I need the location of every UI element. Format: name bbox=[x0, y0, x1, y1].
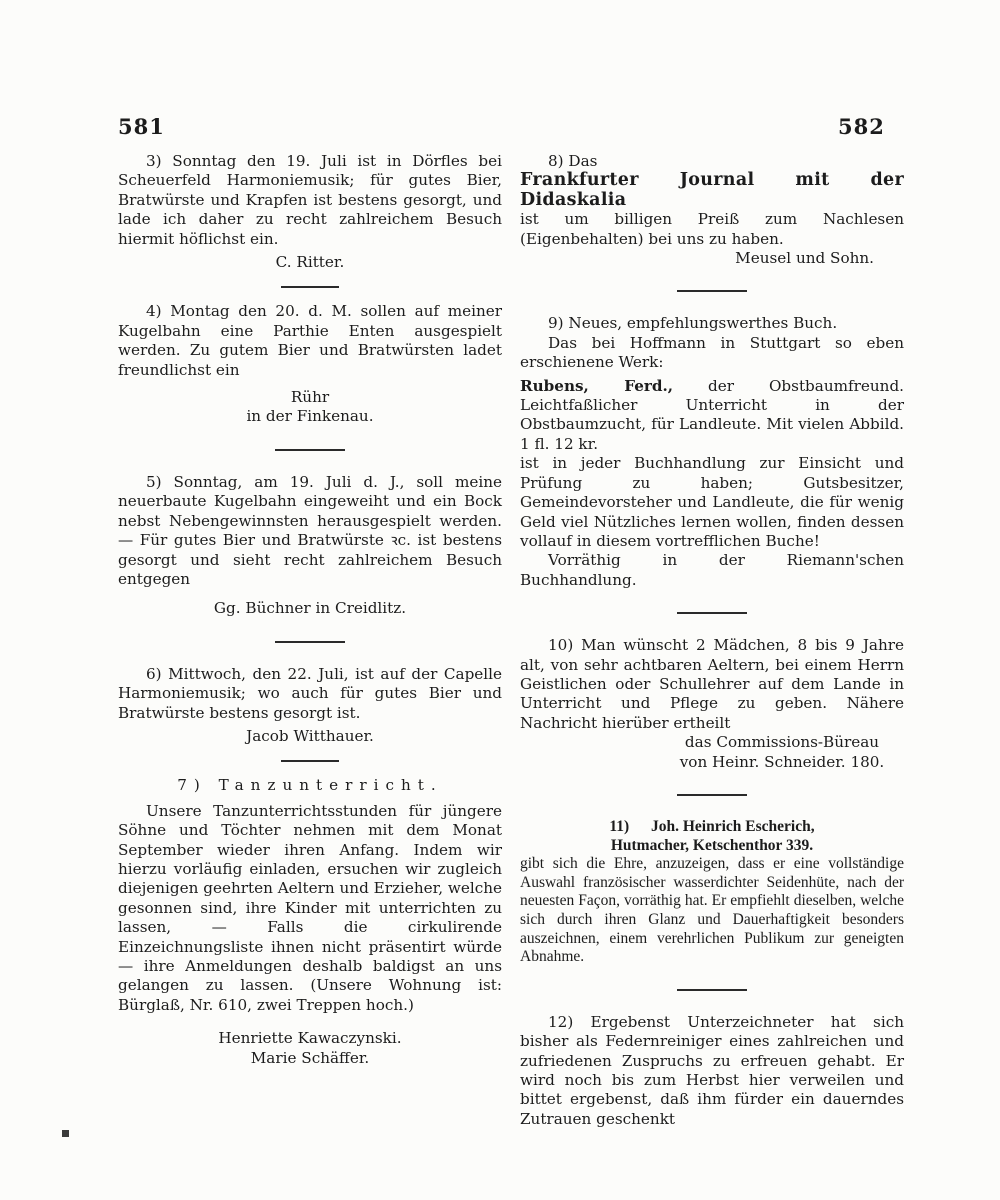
ad-8-signature: Meusel und Sohn. bbox=[735, 249, 874, 268]
right-column bbox=[520, 152, 904, 1129]
ad-7-signature-2: Marie Schäffer. bbox=[250, 1048, 370, 1067]
ad-8-title: Frankfurter Journal mit der Didaskalia bbox=[520, 170, 904, 210]
ad-11-text: gibt sich die Ehre, anzuzeigen, dass er eine vollständige Auswahl französischer wasserdichter Seidenhüte, nach der neuesten Façon, vorräthig hat. Er empfiehlt dieselben, welche sich durch ihren Glanz und Dauerhaftigkeit besonders auszeichnen, einem verehrlichen Publikum zur geneigten Abnahme. bbox=[520, 855, 904, 966]
ad-5-signature: Gg. Büchner in Creidlitz. bbox=[213, 599, 407, 618]
ad-5-text: 5) Sonntag, am 19. Juli d. J., soll meine neuerbaute Kugelbahn eingeweiht und ein Bock nebst Nebengewinnsten herausgespielt werden. — Für gutes Bier und Bratwürste ꝛc. ist bestens gesorgt und sieht recht zahlreichem Besuch entgegen bbox=[118, 472, 502, 588]
ad-11-name: Joh. Heinrich Escherich, bbox=[650, 817, 815, 835]
ad-9-closing: Vorräthig in der Riemann'schen Buchhandlung. bbox=[520, 551, 904, 589]
advertisement-8 bbox=[520, 152, 904, 268]
page-mark bbox=[62, 1130, 69, 1137]
ad-9-heading: 9) Neues, empfehlungswerthes Buch. bbox=[548, 314, 838, 333]
ad-12-text: 12) Ergebenst Unterzeichneter hat sich bisher als Federnreiniger eines zahlreichen und zufriedenen Zuspruchs zu erfreuen gehabt. Er wird noch bis zum Herbst hier verweilen und bittet ergebenst, daß ihm fürder ein dauerndes Zutrauen geschenkt bbox=[520, 1012, 904, 1128]
separator-rule bbox=[281, 760, 339, 762]
ad-4-text: 4) Montag den 20. d. M. sollen auf meiner Kugelbahn eine Parthie Enten ausgespielt werden. Zu gutem Bier und Bratwürsten ladet freundlichst ein bbox=[118, 302, 502, 379]
separator-rule bbox=[281, 286, 339, 288]
ad-9-text: ist in jeder Buchhandlung zur Einsicht und Prüfung zu haben; Gutsbesitzer, Gemeindevorsteher und Landleute, die für wenig Geld viel Nützliches lernen wollen, finden dessen vollauf in diesem vortrefflichen Buche! bbox=[520, 454, 904, 550]
advertisement-3 bbox=[118, 152, 502, 272]
advertisement-9 bbox=[520, 314, 904, 590]
ad-8-text: ist um billigen Preiß zum Nachlesen (Eigenbehalten) bei uns zu haben. bbox=[520, 210, 904, 248]
ad-10-text: 10) Man wünscht 2 Mädchen, 8 bis 9 Jahre alt, von sehr achtbaren Aeltern, bei einem Herrn Geistlichen oder Schullehrer auf dem Lande in Unterricht und Pflege zu geben. Nähere Nachricht hierüber ertheilt bbox=[520, 636, 904, 732]
advertisement-11 bbox=[520, 818, 904, 967]
page-number-right: 582 bbox=[838, 114, 885, 139]
advertisement-10 bbox=[520, 636, 904, 772]
ad-7-text: Unsere Tanzunterrichtsstunden für jüngere Söhne und Töchter nehmen mit dem Monat September wieder ihren Anfang. Indem wir hierzu vorläufig einladen, ersuchen wir zugleich diejenigen geehrten Aeltern und Erzieher, welche gesonnen sind, ihre Kinder mit unterrichten zu lassen, — Falls die cirkulirende Einzeichnungsliste ihnen nicht präsentirt würde — ihre Anmeldungen deshalb baldigst an uns gelangen zu lassen. (Unsere Wohnung ist: Bürglaß, Nr. 610, zwei Treppen hoch.) bbox=[118, 801, 502, 1014]
ad-4-signature-place: in der Finkenau. bbox=[246, 407, 374, 426]
ad-9-book-description: der Obstbaumfreund. Leichtfaßlicher Unterricht in der Obstbaumzucht, für Landleute. Mit vielen Abbild. 1 fl. 12 kr. bbox=[520, 376, 904, 453]
advertisement-7 bbox=[118, 776, 502, 1068]
left-column bbox=[118, 152, 502, 1068]
ad-9-book bbox=[520, 377, 904, 455]
separator-rule bbox=[677, 794, 747, 796]
ad-10-signature-1: das Commissions-Büreau bbox=[684, 733, 880, 752]
separator-rule bbox=[677, 612, 747, 614]
advertisement-12 bbox=[520, 1013, 904, 1129]
ad-6-text: 6) Mittwoch, den 22. Juli, ist auf der Capelle Harmoniemusik; wo auch für gutes Bier und Bratwürste bestens gesorgt ist. bbox=[118, 664, 502, 722]
advertisement-5 bbox=[118, 473, 502, 619]
advertisement-6 bbox=[118, 665, 502, 747]
ad-4-signature-name: Rühr bbox=[290, 388, 330, 407]
ad-10-signature-2: von Heinr. Schneider. 180. bbox=[679, 752, 885, 771]
separator-rule bbox=[677, 290, 747, 292]
ad-7-signature-1: Henriette Kawaczynski. bbox=[218, 1029, 402, 1048]
separator-rule bbox=[275, 641, 345, 643]
ad-11-occupation: Hutmacher, Ketschenthor 339. bbox=[610, 836, 814, 854]
ad-11-number: 11) bbox=[609, 817, 630, 835]
ad-9-intro: Das bei Hoffmann in Stuttgart so eben erschienene Werk: bbox=[520, 333, 904, 372]
ad-6-signature: Jacob Witthauer. bbox=[246, 726, 374, 745]
page-number-left: 581 bbox=[118, 114, 165, 139]
separator-rule bbox=[677, 989, 747, 991]
ad-9-book-author: Rubens, Ferd., bbox=[520, 376, 674, 395]
ad-11-header bbox=[520, 818, 904, 837]
advertisement-4 bbox=[118, 302, 502, 426]
ad-3-text: 3) Sonntag den 19. Juli ist in Dörfles bei Scheuerfeld Harmoniemusik; für gutes Bier, Bratwürste und Krapfen ist bestens gesorgt, und lade ich daher zu recht zahlreichem Besuch hiermit höflichst ein. bbox=[118, 152, 502, 248]
ad-8-number: 8) Das bbox=[548, 152, 598, 170]
ad-3-signature: C. Ritter. bbox=[275, 253, 345, 272]
ad-7-heading: 7) Tanzunterricht. bbox=[177, 776, 443, 795]
separator-rule bbox=[275, 449, 345, 451]
